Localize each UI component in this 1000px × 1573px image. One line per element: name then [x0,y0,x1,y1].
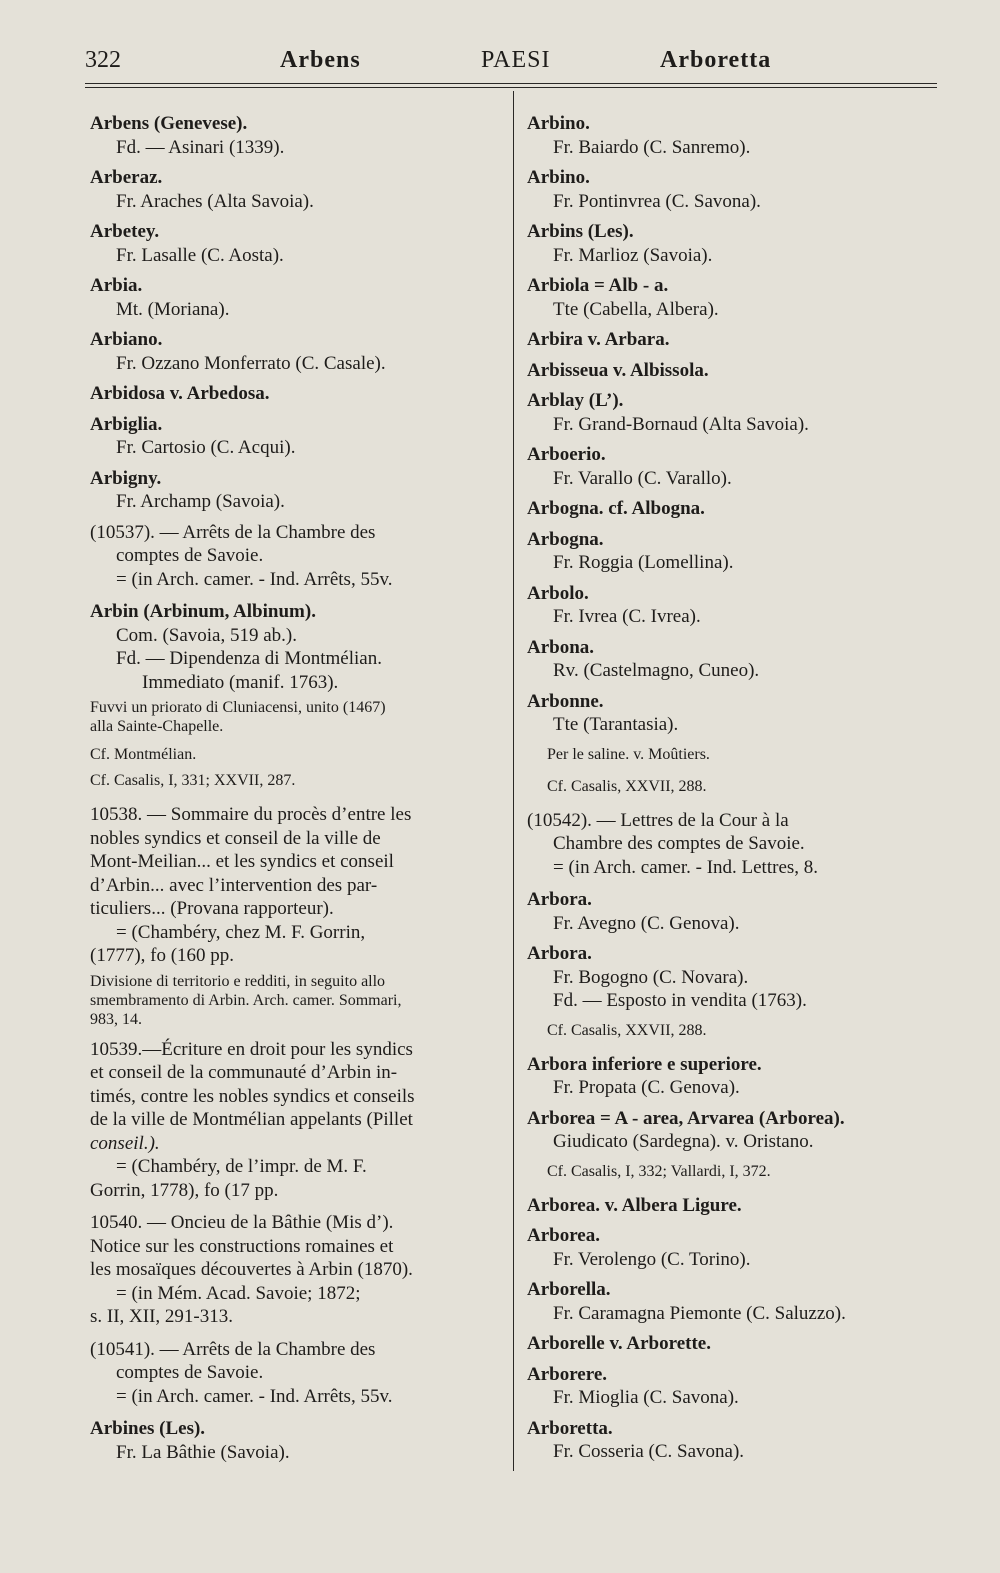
doc-line: comptes de Savoie. [116,1362,264,1383]
entry-line: Fr. Ozzano Monferrato (C. Casale). [116,352,386,374]
header-rule-bottom [85,87,937,88]
entry-arbiano [90,328,502,375]
doc-line: s. II, XII, 291-313. [90,1306,234,1327]
header-last-entry: Arboretta [660,47,772,73]
entry-headword: Arbonne. [527,690,604,712]
entry-line: Fd. — Esposto in vendita (1763). [553,990,807,1011]
entry-arbino [527,112,947,159]
entry-line: Fr. Roggia (Lomellina). [553,552,734,573]
bibliography-reference: Cf. Casalis, I, 331; XXVII, 287. [90,772,296,789]
note-line: Divisione di territorio e redditi, in seguito allo [90,972,386,990]
cross-reference: Cf. Montmélian. [90,746,197,763]
entry-line: Fd. — Dipendenza di Montmélian. [116,648,382,669]
entry-arbin [90,600,502,791]
doc-line: Notice sur les constructions romaines et [90,1235,394,1257]
entry-headword: Arborelle v. Arborette. [527,1333,711,1354]
doc-line: 10540. — Oncieu de la Bâthie (Mis d’). [90,1212,394,1233]
doc-line: = (Chambéry, chez M. F. Gorrin, [116,921,366,943]
document-10537 [90,521,502,592]
entry-arbidosa [90,382,502,406]
entry-headword: Arbogna. [527,528,604,550]
entry-arbora-inferiore [527,1053,947,1100]
document-10538 [90,803,502,1029]
header-section-title: PAESI [481,47,551,73]
header-rule-top [85,83,937,84]
entry-headword: Arborea. [527,1225,600,1246]
doc-line: de la ville de Montmélian appelants (Pillet [90,1109,413,1130]
entry-headword: Arblay (L’). [527,390,624,411]
right-column [527,112,947,1471]
entry-line: Rv. (Castelmagno, Cuneo). [553,660,760,681]
doc-line: = (in Arch. camer. - Ind. Arrêts, 55v. [116,568,393,590]
document-10539 [90,1038,502,1203]
entry-headword: Arbens (Genevese). [90,113,248,134]
entry-line: Fr. Verolengo (C. Torino). [553,1248,751,1270]
entry-headword: Arbiano. [90,329,163,350]
left-column [90,112,502,1471]
doc-line: ticuliers... (Provana rapporteur). [90,898,334,919]
column-divider [513,91,514,1471]
entry-arborella [527,1278,947,1325]
entry-line: Fr. Baiardo (C. Sanremo). [553,136,751,158]
note-line: Fuvvi un priorato di Cluniacensi, unito (1467) [90,699,386,716]
entry-arbisseua [527,359,947,383]
header-first-entry: Arbens [280,47,361,73]
entry-line: Fr. Mioglia (C. Savona). [553,1387,739,1408]
doc-line: conseil.). [90,1132,160,1154]
document-10541 [90,1338,502,1409]
entry-note [90,698,502,736]
entry-note: Per le saline. v. Moûtiers. [547,745,710,763]
note-line: smembramento di Arbin. Arch. camer. Sommari, [90,991,402,1009]
doc-line: (10537). — Arrêts de la Chambre des [90,521,376,543]
entry-line: Immediato (manif. 1763). [142,671,339,693]
doc-line: = (in Mém. Acad. Savoie; 1872; [116,1282,361,1304]
entry-arbira [527,328,947,352]
entry-line: Fr. Cartosio (C. Acqui). [116,437,296,458]
entry-arborea [527,1107,947,1182]
entry-headword: Arboretta. [527,1417,613,1439]
entry-arbino-2 [527,166,947,213]
entry-line: Fr. Archamp (Savoia). [116,491,285,512]
entry-line: Fr. Pontinvrea (C. Savona). [553,190,761,212]
entry-arbogna [527,528,947,575]
entry-arbona [527,636,947,683]
entry-headword: Arborella. [527,1279,611,1300]
doc-line: et conseil de la communauté d’Arbin in- [90,1062,398,1083]
entry-arbonne [527,690,947,797]
entry-headword: Arberaz. [90,167,163,188]
entry-line: Fr. Varallo (C. Varallo). [553,467,732,489]
entry-arblay [527,389,947,436]
entry-headword: Arbiola = Alb - a. [527,275,669,296]
bibliography-reference: Cf. Casalis, XXVII, 288. [547,777,707,795]
entry-headword: Arborere. [527,1363,608,1385]
entry-headword: Arbona. [527,636,595,658]
entry-line: Fr. La Bâthie (Savoia). [116,1441,290,1463]
entry-headword: Arbetey. [90,221,160,242]
doc-line: Mont-Meilian... et les syndics et conseil [90,851,394,872]
bibliography-reference: Cf. Casalis, XXVII, 288. [547,1021,707,1039]
note-line: 983, 14. [90,1010,142,1028]
entry-arborea-2 [527,1224,947,1271]
doc-line: (10541). — Arrêts de la Chambre des [90,1338,376,1360]
doc-line: 10539.—Écriture en droit pour les syndics [90,1038,413,1060]
entry-headword: Arbin (Arbinum, Albinum). [90,601,316,622]
doc-line: timés, contre les nobles syndics et conseils [90,1085,415,1107]
entry-line: Fd. — Asinari (1339). [116,136,285,158]
entry-headword: Arbia. [90,275,143,296]
entry-headword: Arbisseua v. Albissola. [527,359,709,381]
entry-line: Com. (Savoia, 519 ab.). [116,624,298,646]
entry-arbora [527,888,947,935]
doc-line: (1777), fo (160 pp. [90,945,235,966]
entry-headword: Arbolo. [527,582,589,604]
entry-headword: Arbino. [527,113,590,134]
entry-line: Mt. (Moriana). [116,298,230,320]
doc-line: 10538. — Sommaire du procès d’entre les [90,804,412,825]
entry-line: Tte (Tarantasia). [553,714,679,735]
doc-line: d’Arbin... avec l’intervention des par- [90,874,378,896]
entry-headword: Arbora. [527,943,592,964]
entry-headword: Arbins (Les). [527,221,634,242]
entry-arbogna-cf [527,497,947,521]
entry-line: Fr. Cosseria (C. Savona). [553,1441,745,1462]
entry-headword: Arbiglia. [90,413,163,435]
entry-line: Fr. Ivrea (C. Ivrea). [553,606,701,627]
entry-headword: Arbino. [527,167,590,188]
doc-line: (10542). — Lettres de la Cour à la [527,809,789,831]
note-line: alla Sainte-Chapelle. [90,718,224,735]
entry-headword: Arbira v. Arbara. [527,329,670,350]
doc-line: les mosaïques découvertes à Arbin (1870). [90,1259,413,1280]
entry-headword: Arborea. v. Albera Ligure. [527,1194,742,1216]
document-10542 [527,809,947,880]
entry-arboretta [527,1417,947,1464]
doc-line: nobles syndics et conseil de la ville de [90,827,381,849]
page-number: 322 [85,47,121,73]
document-10540 [90,1211,502,1329]
document-note [90,972,502,1029]
doc-line: Chambre des comptes de Savoie. [553,833,805,854]
entry-headword: Arborea = A - area, Arvarea (Arborea). [527,1107,845,1129]
doc-line: comptes de Savoie. [116,545,264,566]
entry-headword: Arbora. [527,889,592,910]
entry-line: Giudicato (Sardegna). v. Oristano. [553,1131,814,1152]
entry-line: Fr. Avegno (C. Genova). [553,912,740,934]
entry-line: Fr. Grand-Bornaud (Alta Savoia). [553,413,809,435]
entry-arbetey [90,220,502,267]
entry-headword: Arboerio. [527,444,606,465]
entry-arborea-albera [527,1194,947,1218]
doc-line: Gorrin, 1778), fo (17 pp. [90,1179,279,1201]
entry-arbora-2 [527,942,947,1041]
entry-arboerio [527,443,947,490]
entry-arborelle [527,1332,947,1356]
entry-arbiola [527,274,947,321]
bibliography-reference: Cf. Casalis, I, 332; Vallardi, I, 372. [547,1162,771,1180]
entry-headword: Arbidosa v. Arbedosa. [90,383,270,404]
entry-arborere [527,1363,947,1410]
entry-line: Fr. Lasalle (C. Aosta). [116,244,284,266]
entry-arbines [90,1417,502,1464]
entry-line: Tte (Cabella, Albera). [553,298,719,320]
entry-line: Fr. Caramagna Piemonte (C. Saluzzo). [553,1302,846,1324]
entry-headword: Arbogna. cf. Albogna. [527,498,705,519]
entry-line: Fr. Marlioz (Savoia). [553,244,713,266]
entry-arbia [90,274,502,321]
doc-line: = (in Arch. camer. - Ind. Arrêts, 55v. [116,1385,393,1407]
entry-headword: Arbora inferiore e superiore. [527,1053,762,1075]
entry-arbins [527,220,947,267]
entry-line: Fr. Araches (Alta Savoia). [116,190,314,212]
entry-headword: Arbigny. [90,467,162,489]
entry-arbigny [90,467,502,514]
entry-arberaz [90,166,502,213]
doc-line: = (Chambéry, de l’impr. de M. F. [116,1156,367,1177]
entry-line: Fr. Bogogno (C. Novara). [553,966,749,988]
entry-line: Fr. Propata (C. Genova). [553,1077,740,1098]
running-header [0,44,1000,84]
entry-arbiglia [90,413,502,460]
entry-arbens [90,112,502,159]
doc-line: = (in Arch. camer. - Ind. Lettres, 8. [553,856,819,878]
entry-arbolo [527,582,947,629]
entry-headword: Arbines (Les). [90,1418,206,1439]
